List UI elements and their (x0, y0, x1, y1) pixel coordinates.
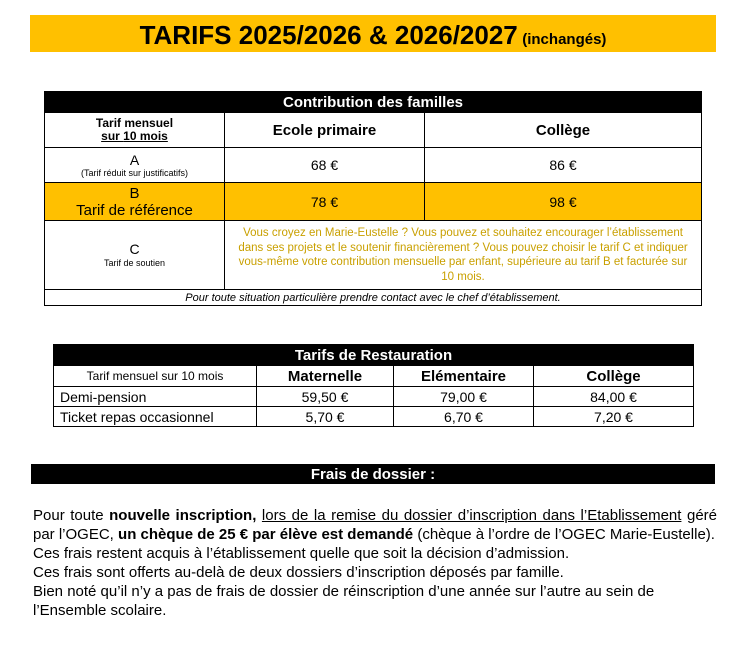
p1-g: (chèque à l’ordre de l’OGEC Marie-Eustelle). (413, 526, 715, 543)
restauration-col-maternelle: Maternelle (257, 366, 394, 387)
tarif-c-label: C (129, 241, 140, 257)
dossier-paragraph-4: Bien noté qu’il n’y a pas de frais de dossier de réinscription d’une année sur l’autre au sein de l’Ensemble scolaire. (33, 583, 655, 619)
tarif-c-message: Vous croyez en Marie-Eustelle ? Vous pouvez et souhaitez encourager l’établissement dans ses projets et le soutenir financièrement ? Vous pouvez choisir le tarif C et indiquer vous-même votre contribution mensuelle par enfant, supérieure au tarif B et facturée sur 10 mois. (225, 221, 702, 290)
price-elementaire: 6,70 € (394, 407, 534, 427)
tarif-c-sublabel: Tarif de soutien (103, 258, 166, 268)
price-college: 84,00 € (534, 387, 694, 407)
title-banner (30, 15, 716, 52)
restauration-col-elementaire: Elémentaire (394, 366, 534, 387)
table-row (45, 148, 702, 183)
tarif-a-sublabel: (Tarif réduit sur justificatifs) (80, 168, 189, 178)
price-college: 7,20 € (534, 407, 694, 427)
tarif-a-cell (45, 148, 225, 183)
restauration-col-tarif: Tarif mensuel sur 10 mois (54, 366, 257, 387)
tarif-a-label: A (129, 152, 140, 168)
p1-a: Pour toute (33, 507, 110, 524)
page-subtitle: (inchangés) (522, 31, 607, 48)
p1-e: géré par l’OGEC, (33, 507, 717, 543)
restauration-table (53, 344, 694, 427)
tarif-a-primaire: 68 € (225, 148, 425, 183)
restauration-header: Tarifs de Restauration (54, 345, 694, 366)
price-maternelle: 5,70 € (257, 407, 394, 427)
contribution-col-college: Collège (425, 113, 702, 148)
contribution-table (44, 91, 702, 306)
dossier-paragraph-3: Ces frais sont offerts au-delà de deux dossiers d’inscription déposés par famille. (33, 564, 564, 581)
col-tarif-line1: Tarif mensuel (95, 116, 174, 130)
tarif-b-cell (45, 183, 225, 221)
row-label: Ticket repas occasionnel (54, 407, 257, 427)
contribution-col-primaire: Ecole primaire (225, 113, 425, 148)
contribution-header: Contribution des familles (45, 92, 702, 113)
col-tarif-line2a: sur (101, 129, 124, 143)
price-elementaire: 79,00 € (394, 387, 534, 407)
p1-d: lors de la remise du dossier d’inscription dans l’Etablissement (261, 507, 682, 524)
row-label: Demi-pension (54, 387, 257, 407)
tarif-b-primaire: 78 € (225, 183, 425, 221)
table-row (45, 183, 702, 221)
table-row (45, 221, 702, 290)
col-tarif-line2b: 10 mois (123, 129, 168, 143)
table-row (54, 407, 694, 427)
tarif-b-label: B (129, 184, 140, 202)
tarif-a-college: 86 € (425, 148, 702, 183)
contribution-col-tarif (45, 113, 225, 148)
tarif-b-college: 98 € (425, 183, 702, 221)
tarif-b-sublabel: Tarif de référence (76, 201, 193, 219)
restauration-col-college: Collège (534, 366, 694, 387)
dossier-paragraph-2: Ces frais restent acquis à l’établissement quelle que soit la décision d’admission. (33, 545, 570, 562)
price-maternelle: 59,50 € (257, 387, 394, 407)
page-title: TARIFS 2025/2026 & 2026/2027 (139, 20, 518, 50)
p1-f: un chèque de 25 € par élève est demandé (118, 526, 414, 543)
tarif-c-cell (45, 221, 225, 290)
table-row (54, 387, 694, 407)
dossier-text (33, 506, 717, 620)
dossier-paragraph-1 (33, 506, 717, 544)
contribution-footer-note: Pour toute situation particulière prendre contact avec le chef d’établissement. (45, 290, 702, 306)
p1-b: nouvelle inscription, (109, 507, 257, 524)
dossier-header: Frais de dossier : (31, 464, 715, 484)
